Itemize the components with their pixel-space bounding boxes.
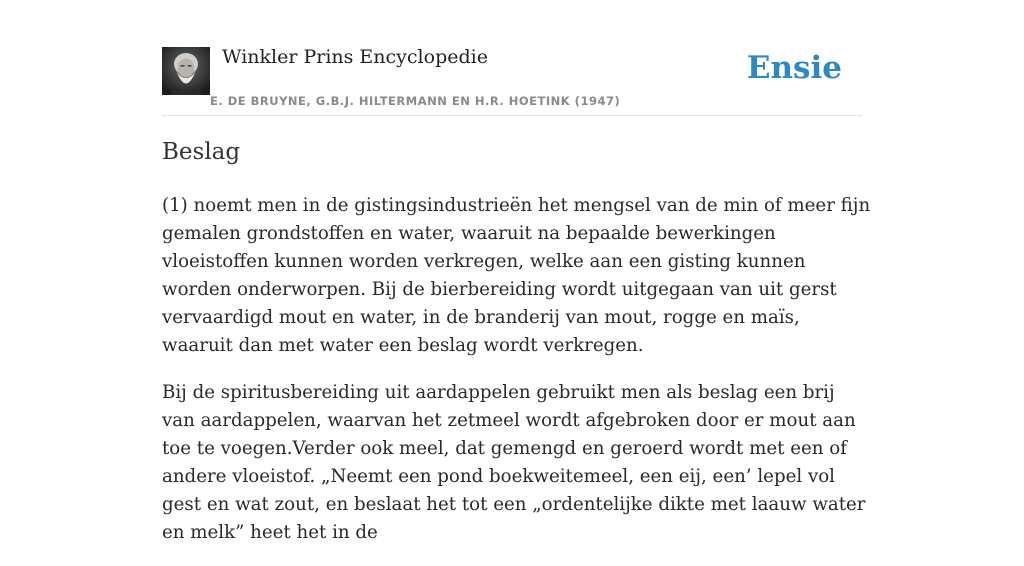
article-paragraph: (1) noemt men in de gistingsindustrieën het mengsel van de min of meer fijn gemalen grondstoffen en water, waaruit na bepaalde bewerkingen vloeistoffen kunnen worden verkregen, welke aan een gisting kunnen worden onderworpen. Bij de bierbereiding wordt uitgegaan van uit gerst vervaardigd mout en water, in de branderij van mout, rogge en maïs, waaruit dan met water een beslag wordt verkregen.: [162, 195, 871, 356]
ensie-logo[interactable]: Ensie: [746, 50, 842, 86]
bearded-man-portrait-icon: [162, 47, 210, 95]
source-authors: E. DE BRUYNE, G.B.J. HILTERMANN EN H.R. HOETINK (1947): [210, 94, 621, 108]
source-header: [162, 46, 862, 116]
article-title: Beslag: [162, 139, 241, 165]
article-body: [162, 192, 872, 566]
article-paragraph: Bij de spiritusbereiding uit aardappelen gebruikt men als beslag een brij van aardappelen, waarvan het zetmeel wordt afgebroken door er mout aan toe te voegen.Verder ook meel, dat gemengd en geroerd wordt met een of andere vloeistof. „Neemt een pond boekweitemeel, een eij, een’ lepel vol gest en wat zout, en beslaat het tot een „ordentelijke dikte met laauw water en melk” heet het in de: [162, 382, 866, 543]
author-avatar[interactable]: [162, 47, 210, 95]
source-title[interactable]: Winkler Prins Encyclopedie: [222, 46, 488, 68]
